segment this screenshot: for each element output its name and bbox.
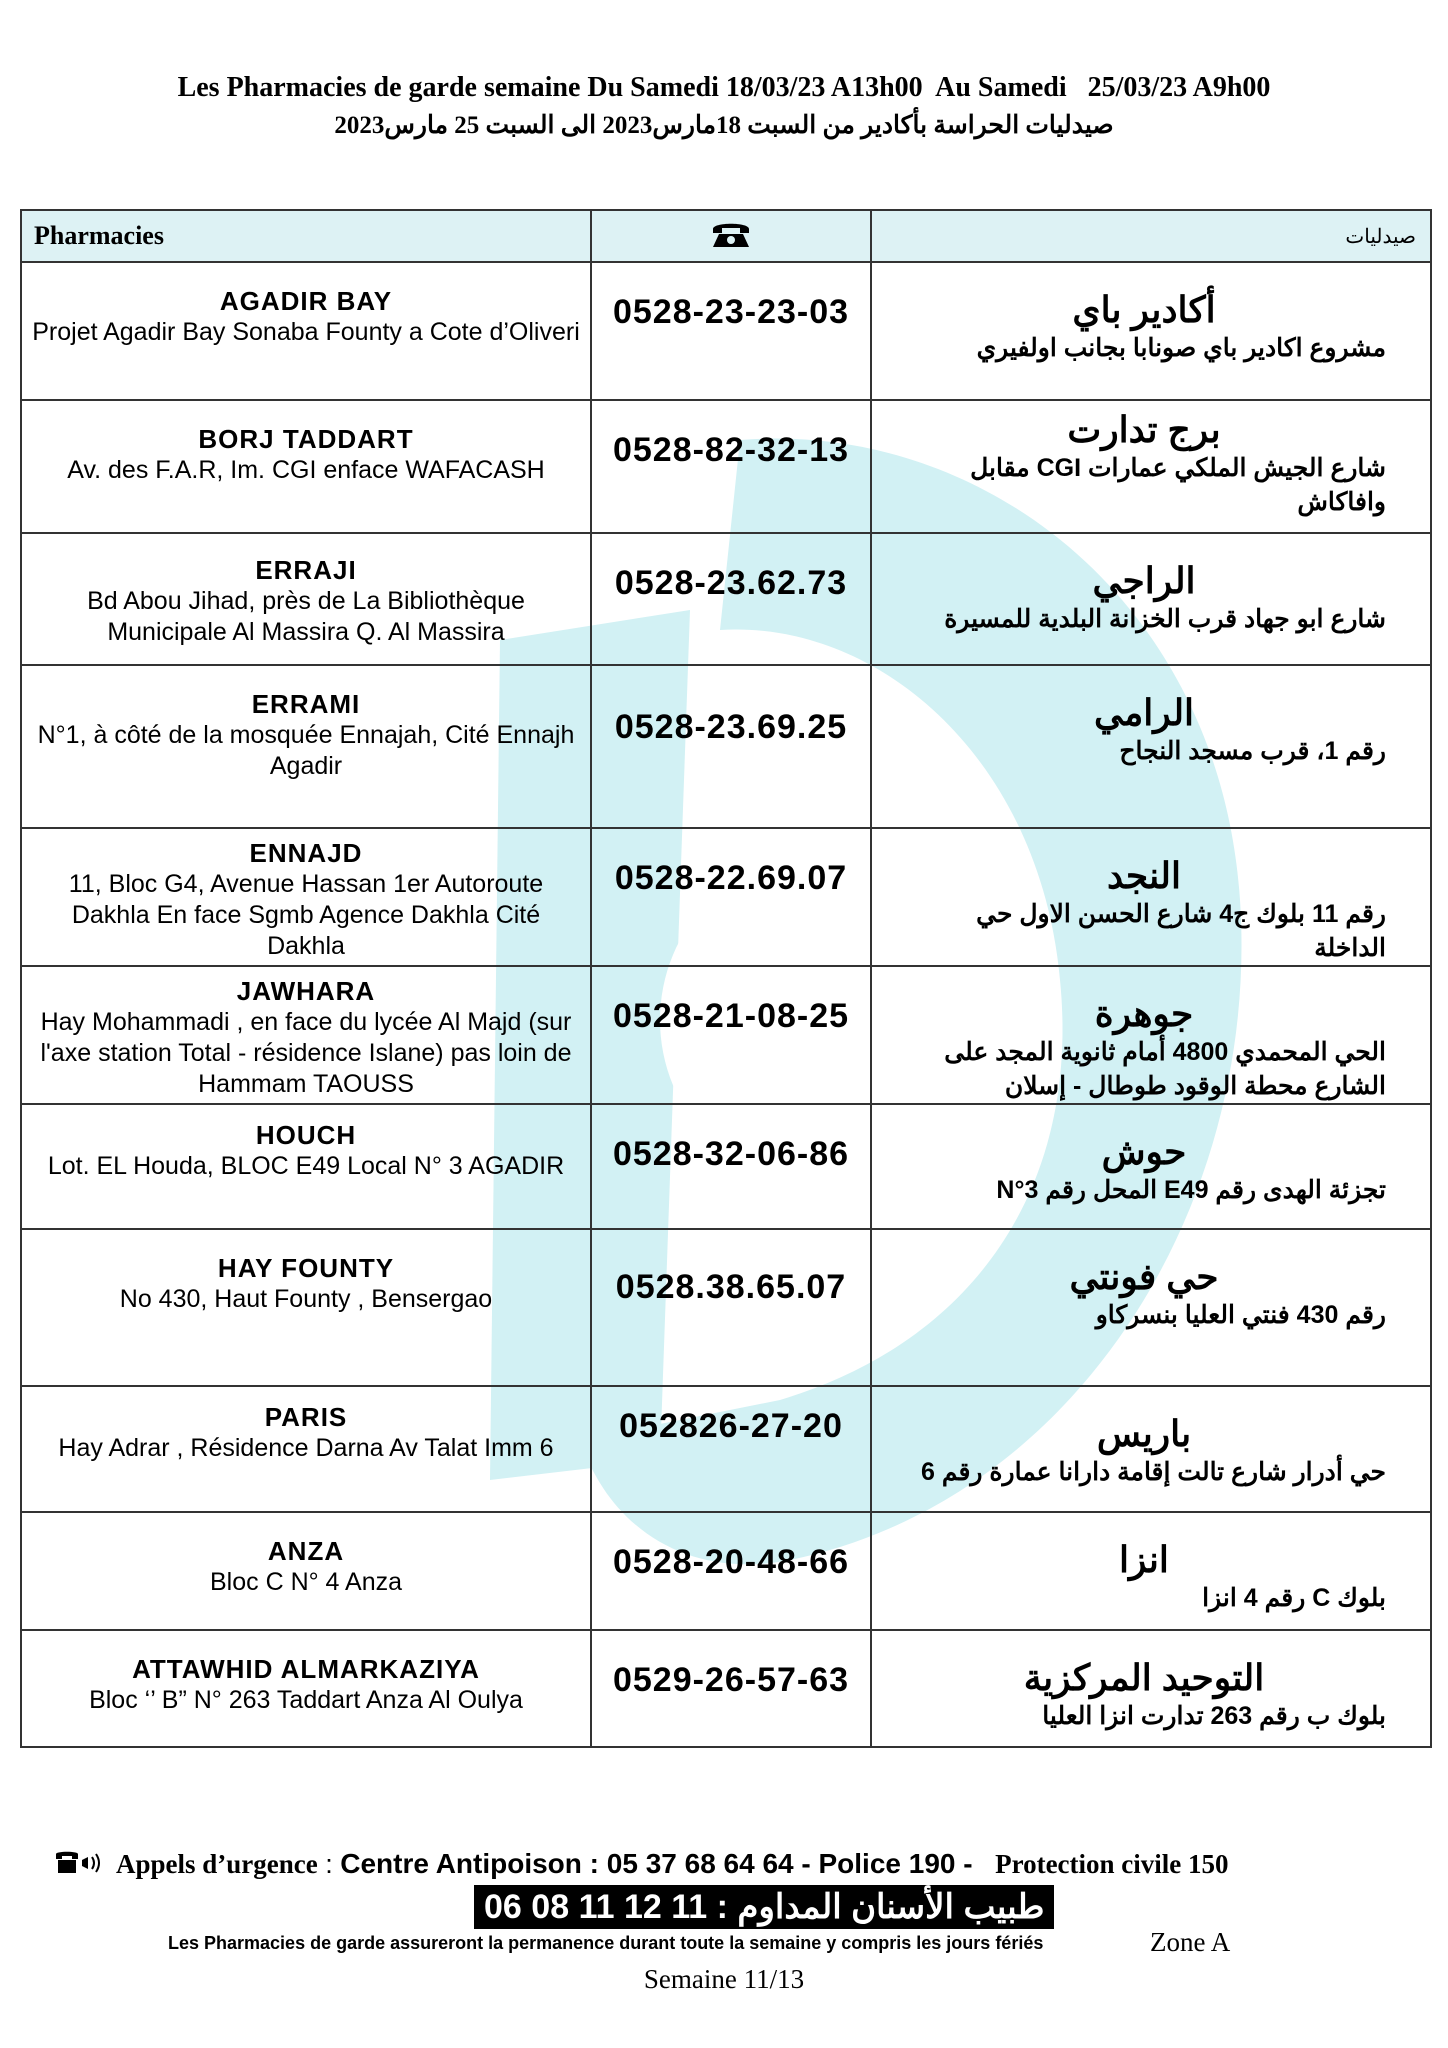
pharmacy-fr-cell (21, 1512, 591, 1630)
pharmacies-table (20, 209, 1432, 1748)
pharmacy-phone: 0528-22.69.07 (591, 828, 871, 966)
table-row (21, 1104, 1431, 1229)
table-row (21, 1229, 1431, 1386)
pharmacy-address: No 430, Haut Founty , Bensergao (119, 1285, 493, 1313)
table-row (21, 1386, 1431, 1512)
pharmacy-address: Lot. EL Houda, BLOC E49 Local N° 3 AGADIR (47, 1152, 565, 1180)
pharmacy-name-ar: برج تدارت (1067, 409, 1221, 450)
emergency-separator: : (317, 1849, 341, 1879)
pharmacy-name: ATTAWHID ALMARKAZIYA (132, 1654, 480, 1684)
pharmacy-address-ar: بلوك C رقم 4 انزا (1202, 1584, 1386, 1612)
pharmacy-ar-cell (871, 828, 1431, 966)
pharmacy-name: JAWHARA (236, 976, 376, 1006)
header-phone (591, 210, 871, 262)
pharmacy-ar-cell (871, 1512, 1431, 1630)
pharmacy-name-ar: حوش (1101, 1131, 1187, 1172)
pharmacy-phone: 0528-82-32-13 (591, 400, 871, 533)
pharmacy-address-ar: رقم 1، قرب مسجد النجاح (1119, 737, 1386, 765)
dentist-on-call: طبيب الأسنان المداوم : 11 12 11 08 06 (474, 1885, 1054, 1929)
pharmacy-ar-cell (871, 966, 1431, 1104)
pharmacy-fr-cell (21, 665, 591, 828)
pharmacy-fr-cell (21, 1104, 591, 1229)
pharmacy-phone: 0528-32-06-86 (591, 1104, 871, 1229)
pharmacy-name-ar: الرامي (1093, 692, 1195, 733)
pharmacy-phone: 0528-20-48-66 (591, 1512, 871, 1630)
pharmacy-address: Bloc C N° 4 Anza (209, 1568, 403, 1596)
pharmacy-ar-cell (871, 665, 1431, 828)
phone-emergency-icon (54, 1851, 106, 1875)
pharmacy-name-ar: باريس (1096, 1413, 1192, 1454)
table-row (21, 533, 1431, 665)
table-row (21, 828, 1431, 966)
pharmacy-name-ar: النجد (1107, 855, 1181, 896)
header-pharmacies: Pharmacies (21, 210, 591, 262)
pharmacy-name: ERRAJI (255, 555, 357, 585)
pharmacy-fr-cell (21, 533, 591, 665)
pharmacy-ar-cell (871, 1386, 1431, 1512)
pharmacy-phone: 0528-23.69.25 (591, 665, 871, 828)
pharmacy-ar-cell (871, 400, 1431, 533)
pharmacy-name: BORJ TADDART (198, 424, 414, 454)
pharmacy-address-ar: شارع ابو جهاد قرب الخزانة البلدية للمسيرة (944, 605, 1386, 633)
pharmacy-name-ar: جوهرة (1094, 993, 1194, 1034)
pharmacy-name: HOUCH (255, 1120, 357, 1150)
pharmacy-name-ar: الراجي (1092, 560, 1196, 601)
pharmacy-name-ar: أكادير باي (1072, 289, 1216, 330)
pharmacy-ar-cell (871, 1229, 1431, 1386)
pharmacy-fr-cell (21, 966, 591, 1104)
title-ar: صيدليات الحراسة بأكادير من السبت 18مارس2023 الى السبت 25 مارس2023 (334, 112, 1114, 139)
pharmacy-name-ar: التوحيد المركزية (1023, 1657, 1265, 1698)
pharmacy-name: HAY FOUNTY (217, 1253, 395, 1283)
pharmacy-fr-cell (21, 400, 591, 533)
pharmacy-address-ar: بلوك ب رقم 263 تدارت انزا العليا (1042, 1702, 1386, 1730)
pharmacy-address-ar: رقم 430 فنتي العليا بنسركاو (1095, 1301, 1386, 1329)
pharmacy-address-ar: مشروع اكادير باي صونابا بجانب اولفيري (976, 334, 1386, 362)
pharmacy-address-ar: الحي المحمدي 4800 أمام ثانوية المجد على الشارع محطة الوقود طوطال - إسلان (944, 1038, 1386, 1100)
emergency-label: Appels d’urgence (116, 1849, 318, 1879)
pharmacy-fr-cell (21, 1229, 591, 1386)
pharmacy-fr-cell (21, 1630, 591, 1747)
pharmacy-ar-cell (871, 262, 1431, 400)
pharmacy-ar-cell (871, 533, 1431, 665)
pharmacy-phone: 0529-26-57-63 (591, 1630, 871, 1747)
pharmacy-address: Hay Adrar , Résidence Darna Av Talat Imm 6 (58, 1434, 554, 1462)
pharmacy-address-ar: رقم 11 بلوك ج4 شارع الحسن الاول حي الداخلة (976, 900, 1386, 962)
pharmacy-phone: 0528-23-23-03 (591, 262, 871, 400)
pharmacy-fr-cell (21, 828, 591, 966)
pharmacy-address: N°1, à côté de la mosquée Ennajah, Cité Ennajh Agadir (37, 721, 575, 780)
title-fr: Les Pharmacies de garde semaine Du Samedi 18/03/23 A13h00 Au Samedi 25/03/23 A9h00 (177, 72, 1271, 103)
pharmacy-address: Av. des F.A.R, Im. CGI enface WAFACASH (67, 456, 545, 484)
table-row (21, 262, 1431, 400)
pharmacy-address: Hay Mohammadi , en face du lycée Al Majd (sur l'axe station Total - résidence Islane) pas loin de Hammam TAOUSS (40, 1008, 572, 1098)
pharmacy-name-ar: انزا (1119, 1539, 1169, 1580)
pharmacy-address: Projet Agadir Bay Sonaba Founty a Cote d’Oliveri (32, 318, 580, 346)
pharmacy-phone: 0528-23.62.73 (591, 533, 871, 665)
pharmacy-address-ar: شارع الجيش الملكي عمارات CGI مقابل وافاكاش (970, 454, 1386, 516)
pharmacy-ar-cell (871, 1104, 1431, 1229)
pharmacy-fr-cell (21, 262, 591, 400)
pharmacy-name: PARIS (264, 1402, 348, 1432)
table-header-row (21, 210, 1431, 262)
pharmacy-name: ANZA (267, 1536, 345, 1566)
pharmacy-name: ERRAMI (251, 689, 361, 719)
pharmacy-name-ar: حي فونتي (1069, 1256, 1219, 1297)
permanence-note: Les Pharmacies de garde assureront la permanence durant toute la semaine y compris les jours fériés (168, 1933, 1044, 1953)
pharmacy-ar-cell (871, 1630, 1431, 1747)
table-row (21, 966, 1431, 1104)
zone-label: Zone A (1150, 1927, 1231, 1957)
pharmacy-phone: 052826-27-20 (591, 1386, 871, 1512)
table-row (21, 1512, 1431, 1630)
pharmacy-fr-cell (21, 1386, 591, 1512)
telephone-icon (709, 219, 753, 249)
pharmacy-name: AGADIR BAY (219, 286, 393, 316)
pharmacy-address: Bloc ‘’ B” N° 263 Taddart Anza Al Oulya (89, 1686, 523, 1714)
table-row (21, 665, 1431, 828)
protection-civile: Protection civile 150 (995, 1849, 1229, 1879)
pharmacy-address-ar: حي أدرار شارع تالت إقامة دارانا عمارة رقم 6 (920, 1458, 1386, 1486)
pharmacy-phone: 0528-21-08-25 (591, 966, 871, 1104)
table-row (21, 400, 1431, 533)
pharmacy-address-ar: تجزئة الهدى رقم E49 المحل رقم N°3 (996, 1176, 1386, 1204)
week-label: Semaine 11/13 (643, 1964, 805, 1994)
pharmacy-address: Bd Abou Jihad, près de La Bibliothèque Municipale Al Massira Q. Al Massira (87, 587, 525, 646)
antipoison-police: Centre Antipoison : 05 37 68 64 64 - Police 190 - (340, 1848, 973, 1879)
pharmacy-address: 11, Bloc G4, Avenue Hassan 1er Autoroute Dakhla En face Sgmb Agence Dakhla Cité Dakhla (68, 870, 544, 960)
header-pharmacies-ar: صيدليات (871, 210, 1431, 262)
table-row (21, 1630, 1431, 1747)
pharmacy-phone: 0528.38.65.07 (591, 1229, 871, 1386)
pharmacy-name: ENNAJD (249, 838, 363, 868)
emergency-calls (54, 1848, 1394, 1880)
